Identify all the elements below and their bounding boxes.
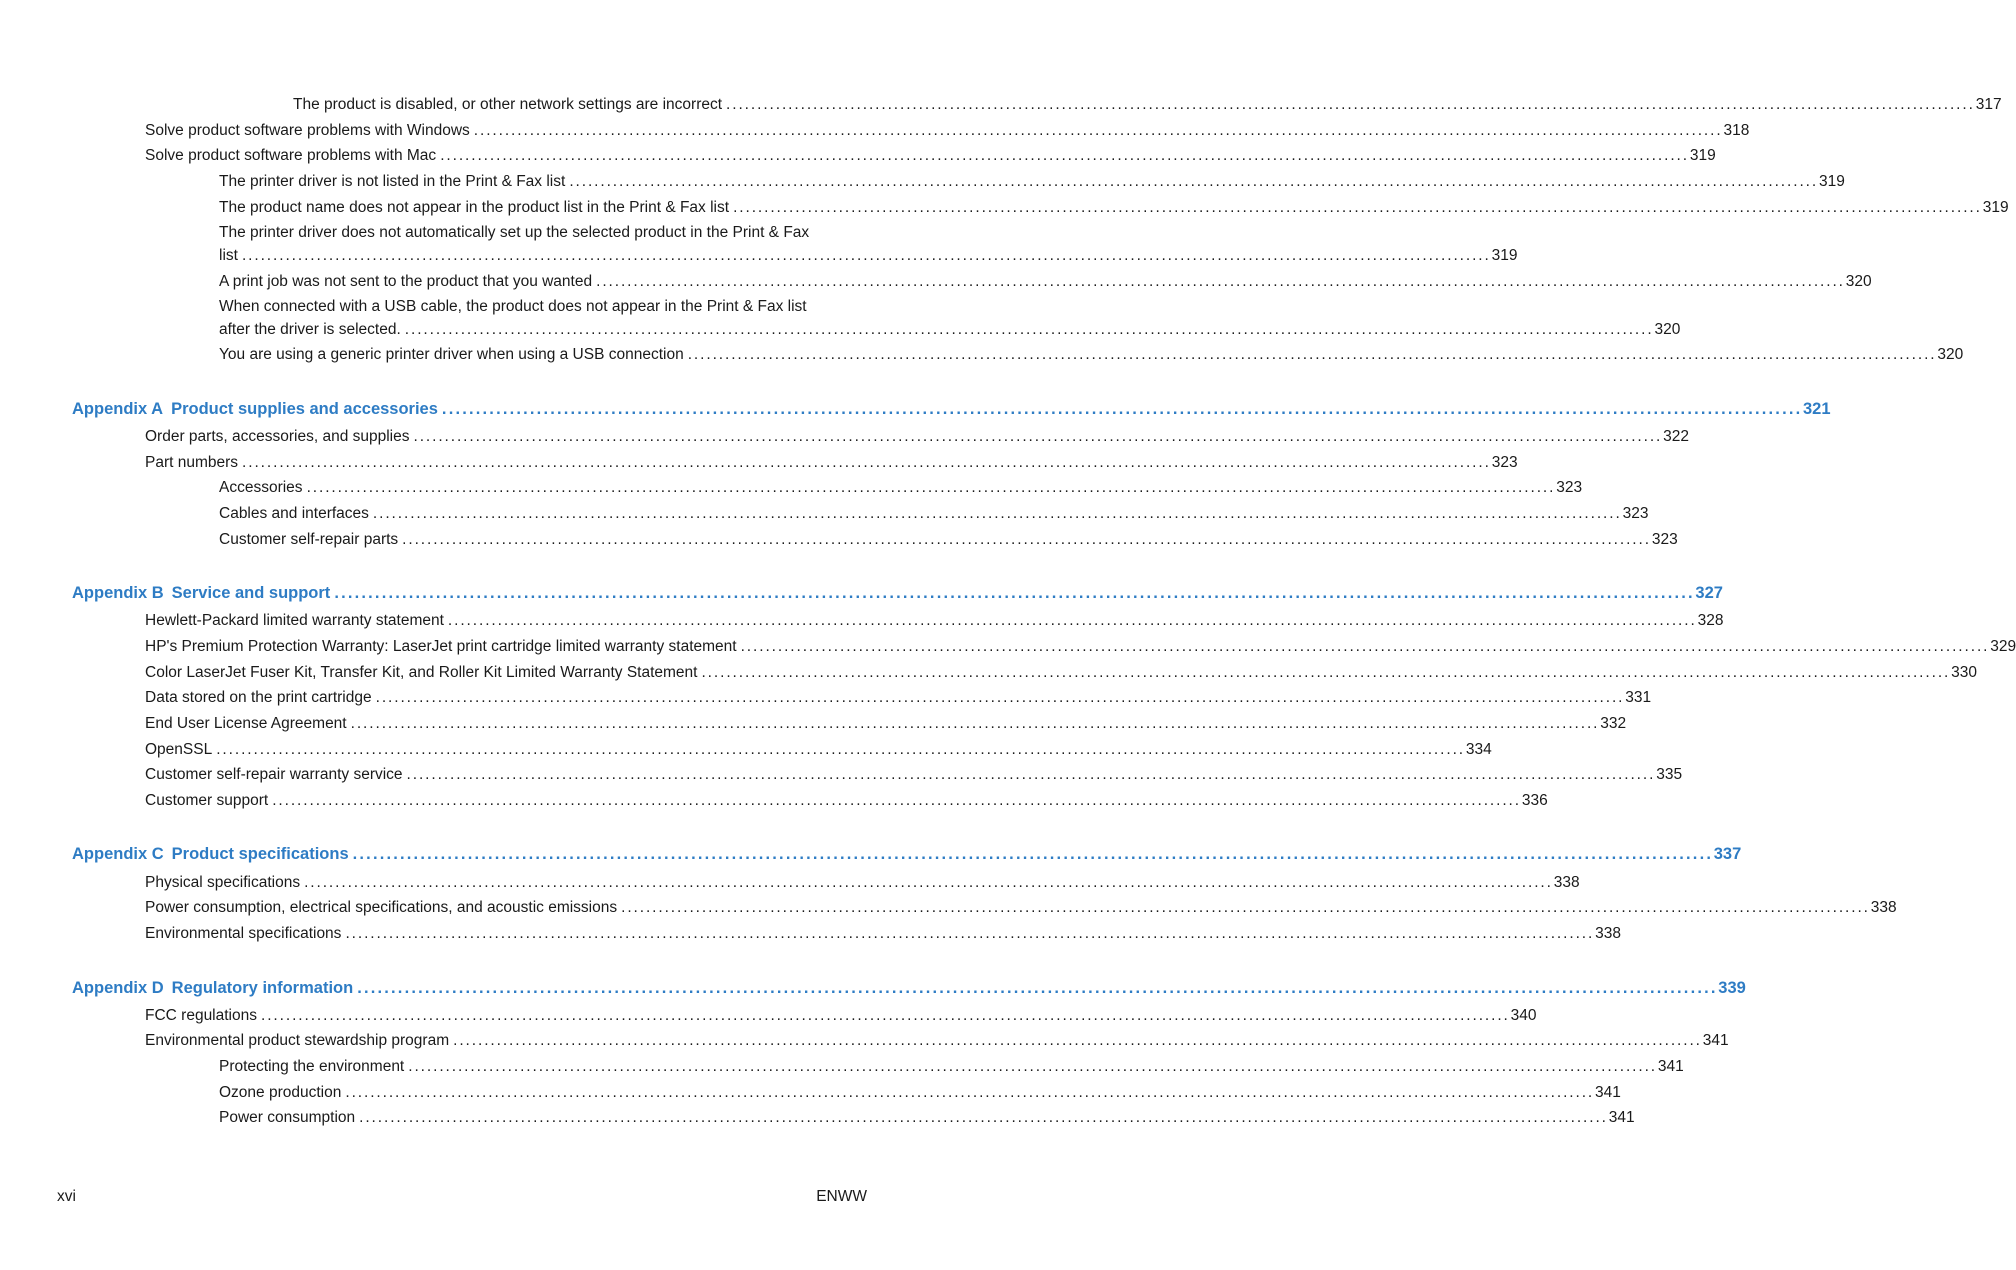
toc-entry-title: Solve product software problems with Mac xyxy=(145,147,437,164)
toc-entry[interactable] xyxy=(145,119,1750,142)
dot-leader xyxy=(334,582,1691,605)
toc-entry-title: Physical specifications xyxy=(145,874,301,891)
dot-leader xyxy=(621,896,1867,919)
toc-entry[interactable] xyxy=(219,502,1649,525)
toc-entry-title: Order parts, accessories, and supplies xyxy=(145,428,410,445)
dot-leader xyxy=(688,343,1934,366)
toc-entry-page: 340 xyxy=(1510,1007,1537,1024)
toc-entry[interactable] xyxy=(145,789,1548,812)
dot-leader xyxy=(353,843,1710,866)
dot-leader xyxy=(376,686,1622,709)
document-id: ENWW xyxy=(816,1188,867,1205)
dot-leader xyxy=(733,196,1979,219)
dot-leader xyxy=(242,244,1488,267)
toc-entry-title-line2: list xyxy=(219,247,238,264)
toc-entry[interactable] xyxy=(145,451,1518,474)
toc-entry[interactable] xyxy=(219,1081,1621,1104)
toc-entry[interactable] xyxy=(145,871,1580,894)
toc-entry-title: Cables and interfaces xyxy=(219,505,369,522)
appendix-label: Appendix B xyxy=(72,584,164,602)
toc-appendix-d[interactable] xyxy=(72,977,1746,1000)
dot-leader xyxy=(345,1081,1591,1104)
dot-leader xyxy=(408,1055,1654,1078)
toc-entry[interactable] xyxy=(145,922,1621,945)
toc-entry[interactable] xyxy=(219,1106,1635,1129)
toc-entry-page: 330 xyxy=(1951,664,1978,681)
toc-entry-title: You are using a generic printer driver when using a USB connection xyxy=(219,346,684,363)
toc-entry-page: 320 xyxy=(1845,273,1872,290)
dot-leader xyxy=(474,119,1720,142)
toc-entry-page: 335 xyxy=(1656,766,1683,783)
dot-leader xyxy=(440,144,1686,167)
toc-entry[interactable] xyxy=(219,343,1964,366)
toc-entry-page: 320 xyxy=(1937,346,1964,363)
dot-leader xyxy=(726,93,1972,116)
toc-entry[interactable] xyxy=(145,635,2016,658)
toc-entry-title: OpenSSL xyxy=(145,741,213,758)
toc-entry-page: 323 xyxy=(1651,531,1678,548)
toc-entry-title: Power consumption xyxy=(219,1109,356,1126)
toc-entry-title-line1: The printer driver does not automatically set up the selected product in the Print & Fax xyxy=(219,224,810,241)
dot-leader xyxy=(359,1106,1605,1129)
toc-entry-page: 339 xyxy=(1718,979,1746,997)
toc-entry-title: Data stored on the print cartridge xyxy=(145,689,372,706)
toc-entry-page: 323 xyxy=(1491,454,1518,471)
dot-leader xyxy=(216,738,1462,761)
toc-entry[interactable] xyxy=(145,712,1627,735)
toc-entry[interactable] xyxy=(145,686,1652,709)
toc-entry-title: Ozone production xyxy=(219,1084,342,1101)
dot-leader xyxy=(596,270,1842,293)
dot-leader xyxy=(448,609,1694,632)
appendix-title: Regulatory information xyxy=(171,979,354,997)
toc-entry-page: 319 xyxy=(1491,247,1518,264)
toc-entry-title: HP's Premium Protection Warranty: LaserJet print cartridge limited warranty statement xyxy=(145,638,737,655)
toc-entry-page: 323 xyxy=(1556,479,1583,496)
toc-entry[interactable] xyxy=(145,763,1683,786)
toc-entry-title: The product is disabled, or other network settings are incorrect xyxy=(293,96,723,113)
toc-entry[interactable] xyxy=(219,270,1872,293)
toc-entry-page: 341 xyxy=(1657,1058,1684,1075)
toc-entry-page: 337 xyxy=(1713,845,1742,863)
toc-entry-title: Color LaserJet Fuser Kit, Transfer Kit, and Roller Kit Limited Warranty Statement xyxy=(145,664,698,681)
dot-leader xyxy=(569,170,1815,193)
toc-entry-title: Part numbers xyxy=(145,454,239,471)
toc-entry-page: 341 xyxy=(1595,1084,1621,1101)
toc-entry-page: 321 xyxy=(1803,400,1831,418)
dot-leader xyxy=(357,977,1714,1000)
toc-entry-page: 319 xyxy=(1982,199,2009,216)
toc-entry[interactable] xyxy=(145,425,1690,448)
toc-entry-page: 323 xyxy=(1622,505,1649,522)
toc-appendix-b[interactable] xyxy=(72,582,1723,605)
toc-entry[interactable] xyxy=(145,1029,1729,1052)
toc-entry-title: Customer support xyxy=(145,792,269,809)
toc-entry-title: Environmental specifications xyxy=(145,925,342,942)
dot-leader xyxy=(373,502,1619,525)
appendix-title: Product specifications xyxy=(171,845,349,863)
appendix-title: Product supplies and accessories xyxy=(171,400,438,418)
toc-entry-page: 332 xyxy=(1600,715,1627,732)
dot-leader xyxy=(261,1004,1507,1027)
toc-entry[interactable] xyxy=(219,1055,1684,1078)
toc-entry-title: Accessories xyxy=(219,479,303,496)
appendix-label: Appendix D xyxy=(72,979,164,997)
toc-entry[interactable] xyxy=(145,738,1492,761)
toc-entry-title: Protecting the environment xyxy=(219,1058,405,1075)
toc-entry-page: 317 xyxy=(1975,96,2002,113)
dot-leader xyxy=(413,425,1659,448)
toc-entry[interactable] xyxy=(219,476,1583,499)
toc-entry-title: Hewlett-Packard limited warranty statement xyxy=(145,612,444,629)
toc-entry-title: The printer driver is not listed in the Print & Fax list xyxy=(219,173,566,190)
toc-entry[interactable] xyxy=(293,93,2002,116)
toc-entry-title: Customer self-repair warranty service xyxy=(145,766,403,783)
dot-leader xyxy=(453,1029,1699,1052)
toc-entry-title-line1: When connected with a USB cable, the product does not appear in the Print & Fax list xyxy=(219,298,807,315)
toc-entry[interactable] xyxy=(219,295,1681,341)
toc-appendix-c[interactable] xyxy=(72,843,1742,866)
dot-leader xyxy=(402,528,1648,551)
dot-leader xyxy=(701,661,1947,684)
toc-entry-title: Customer self-repair parts xyxy=(219,531,399,548)
toc-entry-page: 318 xyxy=(1723,122,1750,139)
dot-leader xyxy=(242,451,1488,474)
dot-leader xyxy=(442,398,1799,421)
toc-entry-title: FCC regulations xyxy=(145,1007,257,1024)
toc-entry[interactable] xyxy=(219,221,1518,267)
toc-entry-page: 334 xyxy=(1465,741,1492,758)
dot-leader xyxy=(345,922,1591,945)
dot-leader xyxy=(405,318,1651,341)
toc-entry[interactable] xyxy=(219,196,2009,219)
toc-entry[interactable] xyxy=(219,528,1678,551)
toc-entry-title-line2: after the driver is selected. xyxy=(219,321,401,338)
toc-entry[interactable] xyxy=(145,1004,1537,1027)
toc-appendix-a[interactable] xyxy=(72,398,1831,421)
toc-entry-page: 336 xyxy=(1521,792,1548,809)
dot-leader xyxy=(272,789,1518,812)
toc-entry-page: 319 xyxy=(1818,173,1845,190)
toc-entry-page: 328 xyxy=(1697,612,1724,629)
toc-entry-page: 320 xyxy=(1654,321,1681,338)
toc-entry-page: 319 xyxy=(1689,147,1716,164)
appendix-title: Service and support xyxy=(171,584,331,602)
toc-entry-title: Power consumption, electrical specifications, and acoustic emissions xyxy=(145,899,618,916)
toc-entry-page: 338 xyxy=(1870,899,1897,916)
toc-entry-page: 341 xyxy=(1608,1109,1635,1126)
toc-entry[interactable] xyxy=(145,609,1724,632)
dot-leader xyxy=(351,712,1597,735)
toc-entry-title: Environmental product stewardship program xyxy=(145,1032,450,1049)
page-number: xvi xyxy=(57,1188,76,1205)
appendix-label: Appendix C xyxy=(72,845,164,863)
toc-entry-page: 331 xyxy=(1625,689,1652,706)
toc-entry-title: The product name does not appear in the product list in the Print & Fax list xyxy=(219,199,730,216)
dot-leader xyxy=(307,476,1553,499)
dot-leader xyxy=(741,635,1987,658)
toc-entry-title: Solve product software problems with Windows xyxy=(145,122,470,139)
toc-entry[interactable] xyxy=(145,144,1716,167)
toc-entry-page: 329 xyxy=(1990,638,2016,655)
toc-entry-title: A print job was not sent to the product that you wanted xyxy=(219,273,593,290)
dot-leader xyxy=(407,763,1653,786)
dot-leader xyxy=(304,871,1550,894)
toc-entry-page: 338 xyxy=(1553,874,1580,891)
toc-entry-title: End User License Agreement xyxy=(145,715,347,732)
appendix-label: Appendix A xyxy=(72,400,164,418)
toc-entry[interactable] xyxy=(219,170,1845,193)
toc-entry-page: 341 xyxy=(1702,1032,1729,1049)
toc-entry[interactable] xyxy=(145,661,1978,684)
toc-entry-page: 338 xyxy=(1595,925,1621,942)
toc-entry[interactable] xyxy=(145,896,1897,919)
toc-entry-page: 327 xyxy=(1695,584,1723,602)
toc-entry-page: 322 xyxy=(1663,428,1690,445)
